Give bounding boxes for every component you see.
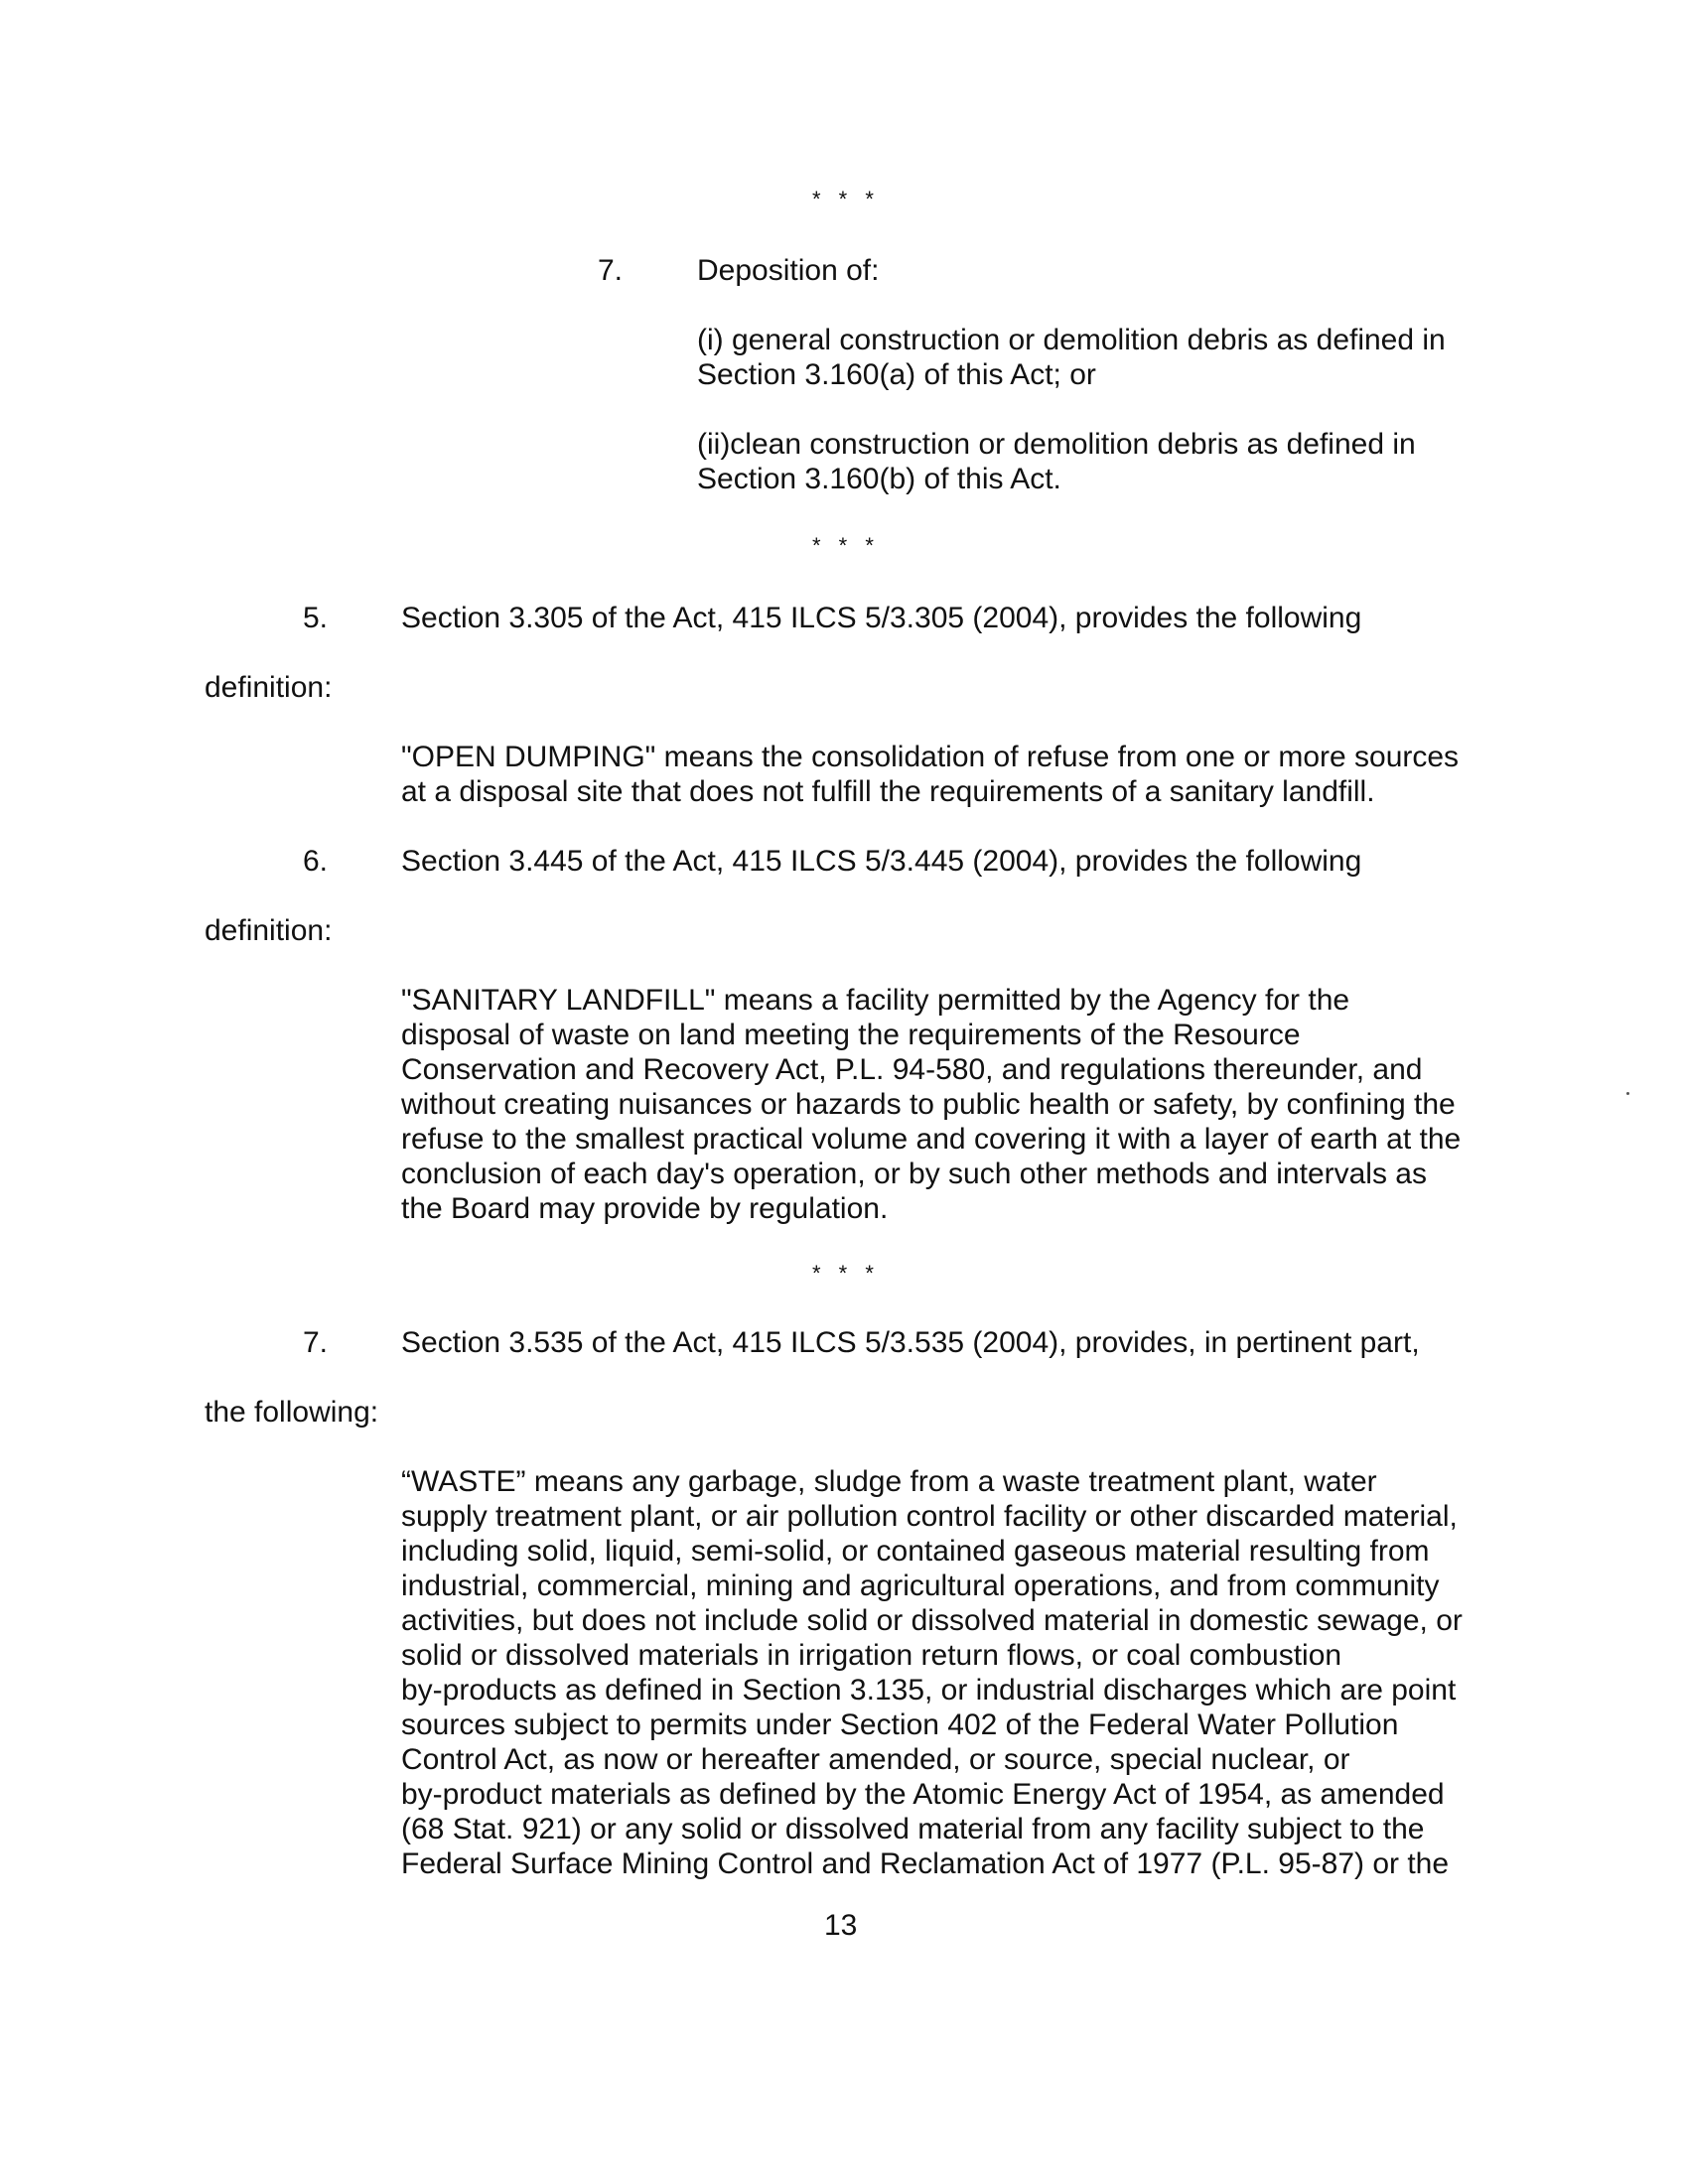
text-line: Section 3.160(b) of this Act. [697, 463, 1061, 495]
definition-quote-waste [401, 1464, 1463, 1881]
text-line: by-product materials as defined by the Atomic Energy Act of 1954, as amended [401, 1778, 1445, 1811]
text-line: Section 3.160(a) of this Act; or [697, 358, 1096, 391]
text-line: (ii)clean construction or demolition debris as defined in [697, 428, 1416, 461]
page-number: 13 [824, 1909, 858, 1942]
text-line: "SANITARY LANDFILL" means a facility permitted by the Agency for the [401, 984, 1350, 1017]
paragraph-number: 7. [303, 1326, 329, 1359]
text-line: Control Act, as now or hereafter amended, or source, special nuclear, or [401, 1743, 1350, 1776]
text-line: “WASTE” means any garbage, sludge from a waste treatment plant, water [401, 1465, 1377, 1498]
text-line: the Board may provide by regulation. [401, 1192, 889, 1225]
paragraph-number: 5. [303, 602, 329, 634]
paragraph-intro: Section 3.305 of the Act, 415 ILCS 5/3.305 (2004), provides the following [401, 602, 1362, 634]
text-line: industrial, commercial, mining and agricultural operations, and from community [401, 1570, 1440, 1602]
paragraph-continuation: the following: [205, 1396, 379, 1429]
subsection-number: 7. [598, 254, 624, 287]
definition-quote-sanitary-landfill [401, 983, 1461, 1226]
text-line: sources subject to permits under Section 402 of the Federal Water Pollution [401, 1708, 1399, 1741]
text-line: Conservation and Recovery Act, P.L. 94-580, and regulations thereunder, and [401, 1053, 1423, 1086]
definition-quote-open-dumping [401, 740, 1459, 809]
text-line: conclusion of each day's operation, or by such other methods and intervals as [401, 1158, 1427, 1190]
subsection-item-ii [697, 427, 1416, 496]
paragraph-intro: Section 3.445 of the Act, 415 ILCS 5/3.445 (2004), provides the following [401, 845, 1362, 878]
paragraph-continuation: definition: [205, 914, 333, 947]
text-line: including solid, liquid, semi-solid, or contained gaseous material resulting from [401, 1535, 1430, 1568]
subsection-title: Deposition of: [697, 254, 880, 287]
paragraph-intro: Section 3.535 of the Act, 415 ILCS 5/3.535 (2004), provides, in pertinent part, [401, 1326, 1420, 1359]
text-line: (i) general construction or demolition debris as defined in [697, 324, 1446, 356]
paragraph-continuation: definition: [205, 671, 333, 704]
text-line: activities, but does not include solid or dissolved material in domestic sewage, or [401, 1604, 1463, 1637]
text-line: refuse to the smallest practical volume and covering it with a layer of earth at the [401, 1123, 1462, 1156]
text-line: at a disposal site that does not fulfill the requirements of a sanitary landfill. [401, 775, 1375, 808]
text-line: "OPEN DUMPING" means the consolidation of refuse from one or more sources [401, 741, 1460, 773]
text-line: disposal of waste on land meeting the requirements of the Resource [401, 1019, 1301, 1051]
text-line: without creating nuisances or hazards to public health or safety, by confining the [401, 1088, 1456, 1121]
subsection-item-i [697, 323, 1446, 392]
text-line: by-products as defined in Section 3.135, or industrial discharges which are point [401, 1674, 1457, 1706]
text-line: Federal Surface Mining Control and Reclamation Act of 1977 (P.L. 95-87) or the [401, 1847, 1450, 1880]
text-line: supply treatment plant, or air pollution control facility or other discarded material, [401, 1500, 1458, 1533]
text-line: solid or dissolved materials in irrigation return flows, or coal combustion [401, 1639, 1342, 1672]
section-separator: * * * [812, 187, 880, 211]
paragraph-number: 6. [303, 845, 329, 878]
text-line: (68 Stat. 921) or any solid or dissolved material from any facility subject to the [401, 1813, 1425, 1845]
section-separator: * * * [812, 533, 880, 558]
section-separator: * * * [812, 1261, 880, 1286]
scan-artifact-dot [1626, 1092, 1629, 1095]
